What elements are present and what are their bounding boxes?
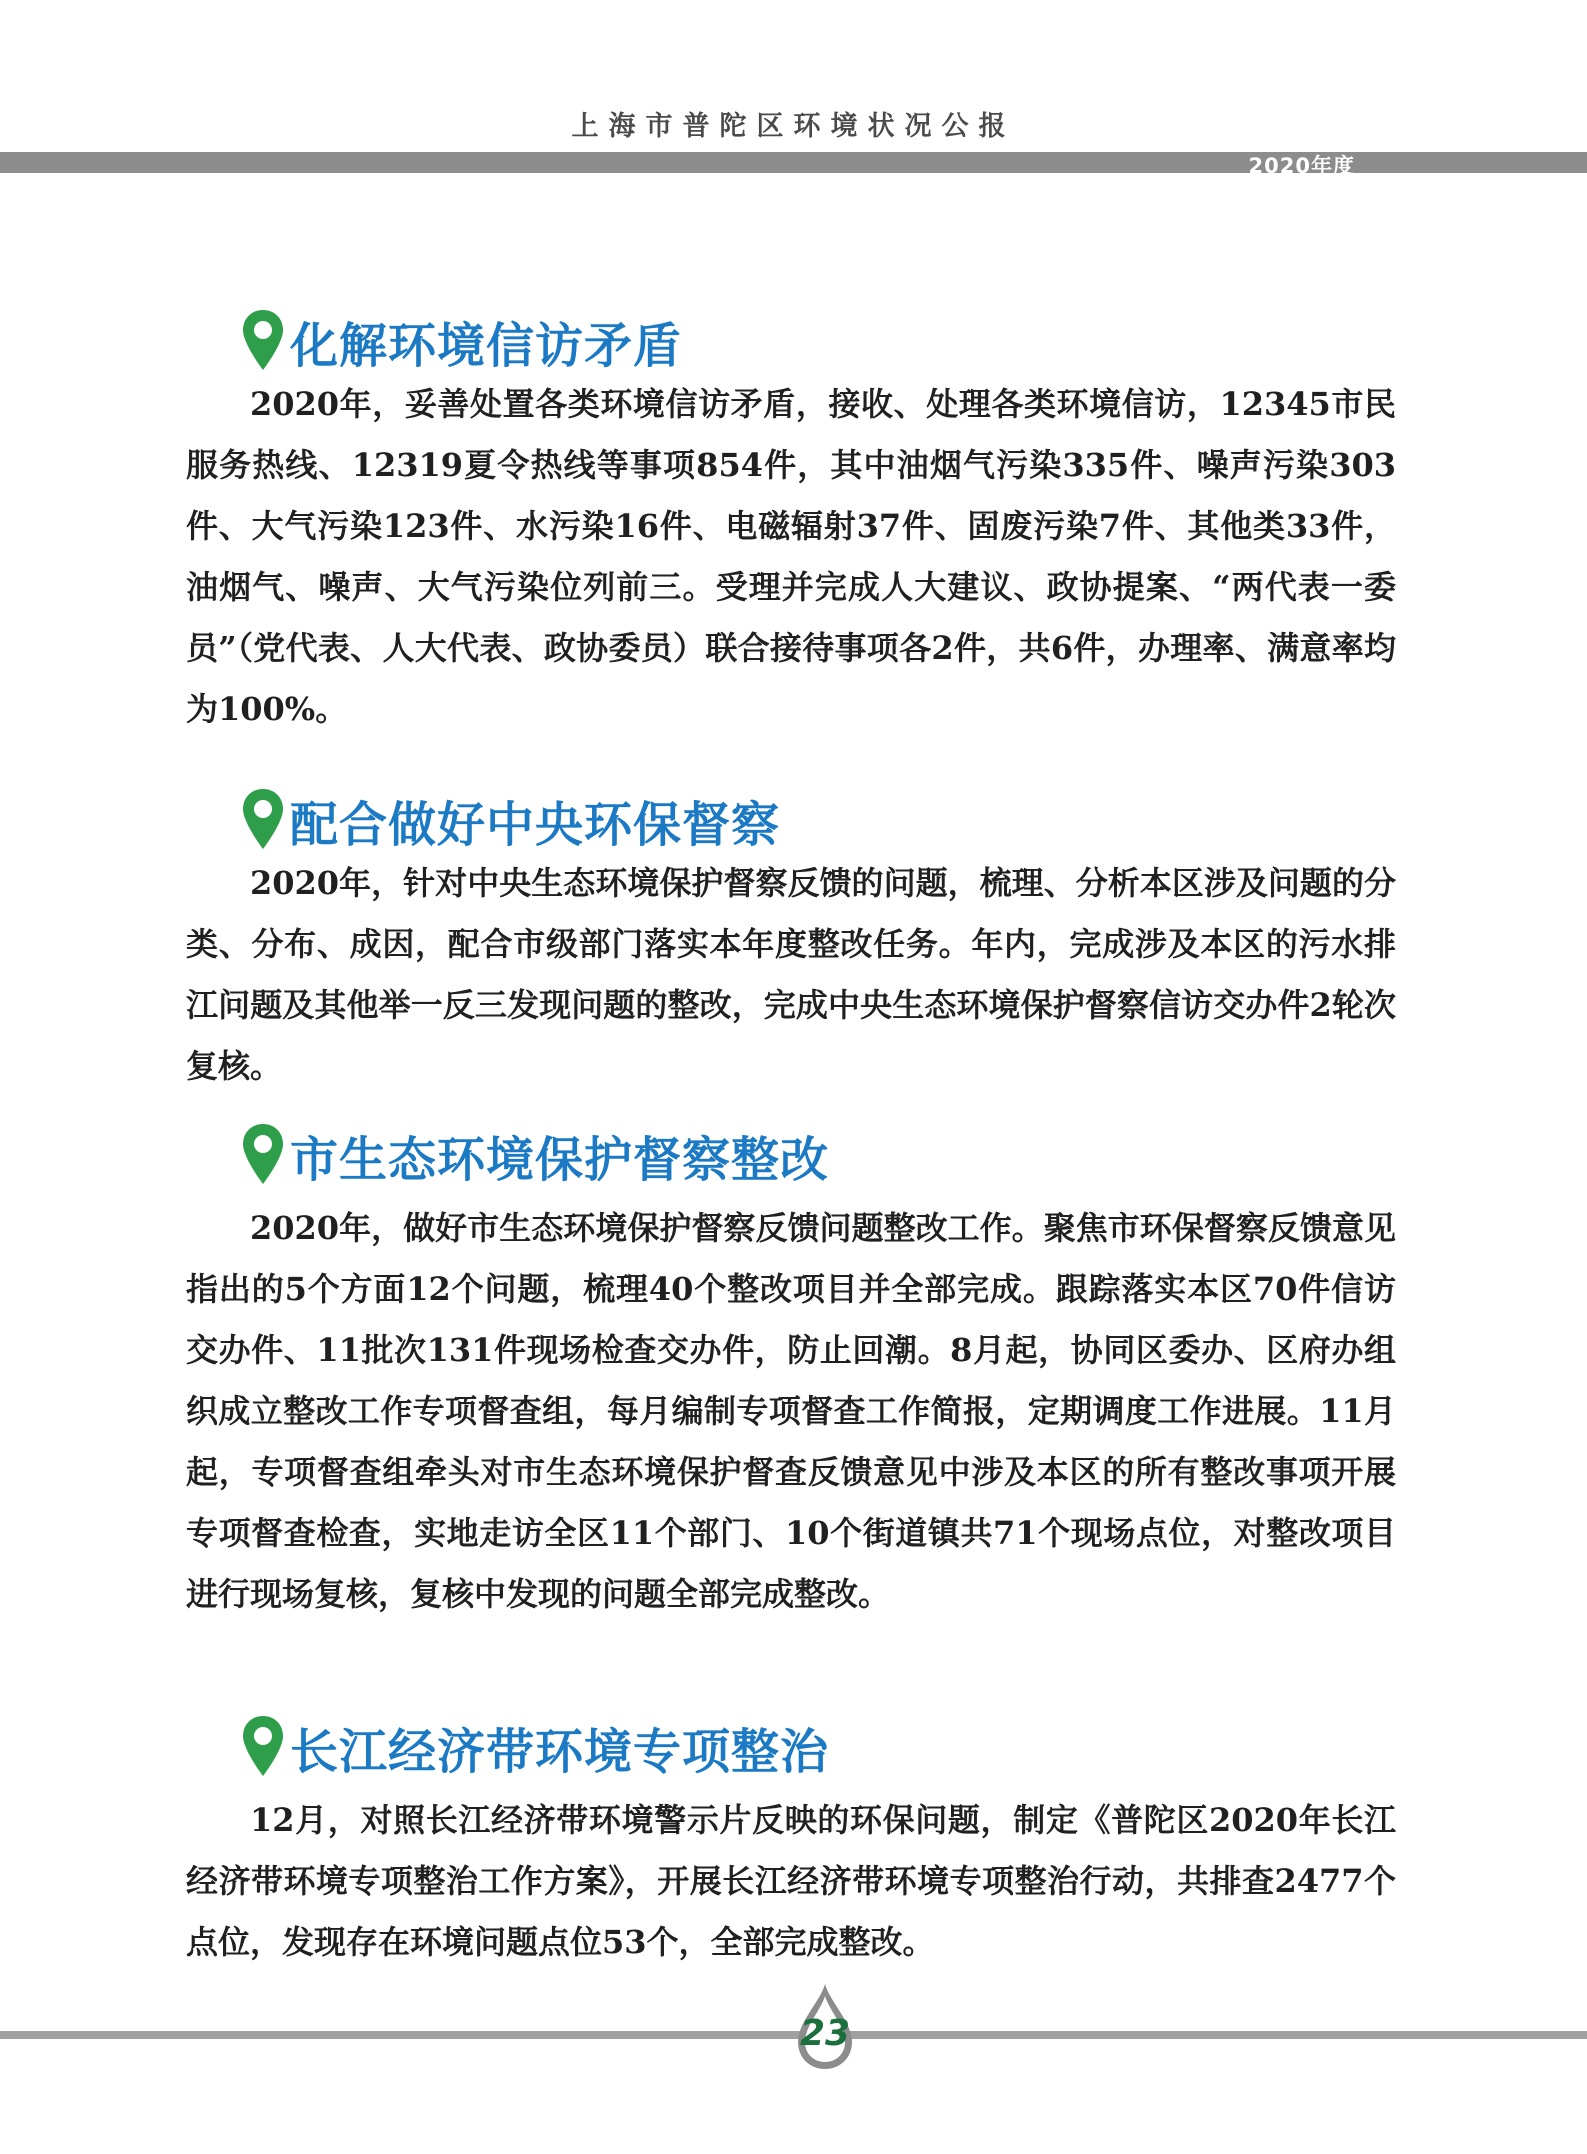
section-body: 2020年，妥善处置各类环境信访矛盾，接收、处理各类环境信访，12345市民服务热线、12319夏令热线等事项854件，其中油烟气污染335件、噪声污染303件、大气污染123件、水污染16件、电磁辐射37件、固废污染7件、其他类33件，油烟气、噪声、大气污染位列前三。受理并完成人大建议、政协提案、“两代表一委员”（党代表、人大代表、政协委员）联合接待事项各2件，共6件，办理率、满意率均为100%。 xyxy=(186,385,1396,728)
section-title: 配合做好中央环保督察 xyxy=(290,796,781,853)
section-heading-yangtze xyxy=(240,1712,829,1782)
section-title: 市生态环境保护督察整改 xyxy=(290,1131,830,1188)
page-number: 23 xyxy=(799,2013,851,2054)
section-body: 2020年，做好市生态环境保护督察反馈问题整改工作。聚焦市环保督察反馈意见指出的5个方面12个问题，梳理40个整改项目并全部完成。跟踪落实本区70件信访交办件、11批次131件现场检查交办件，防止回潮。8月起，协同区委办、区府办组织成立整改工作专项督查组，每月编制专项督查工作简报，定期调度工作进展。11月起，专项督查组牵头对市生态环境保护督查反馈意见中涉及本区的所有整改事项开展专项督查检查，实地走访全区11个部门、10个街道镇共71个现场点位，对整改项目进行现场复核，复核中发现的问题全部完成整改。 xyxy=(186,1209,1396,1613)
map-pin-icon xyxy=(240,1714,286,1780)
section-title: 长江经济带环境专项整治 xyxy=(290,1723,830,1780)
publication-title: 上海市普陀区环境状况公报 xyxy=(571,111,1016,142)
section-heading-petition xyxy=(240,306,682,376)
section-title: 化解环境信访矛盾 xyxy=(290,317,683,374)
section-body: 2020年，针对中央生态环境保护督察反馈的问题，梳理、分析本区涉及问题的分类、分布、成因，配合市级部门落实本年度整改任务。年内，完成涉及本区的污水排江问题及其他举一反三发现问题的整改，完成中央生态环境保护督察信访交办件2轮次复核。 xyxy=(186,864,1396,1085)
map-pin-icon xyxy=(240,1122,286,1188)
map-pin-icon xyxy=(240,787,286,853)
section-body: 12月，对照长江经济带环境警示片反映的环保问题，制定《普陀区2020年长江经济带环境专项整治工作方案》，开展长江经济带环境专项整治行动，共排查2477个点位，发现存在环境问题点位53个，全部完成整改。 xyxy=(186,1801,1396,1961)
section-heading-city-inspection xyxy=(240,1120,829,1190)
map-pin-icon xyxy=(240,308,286,374)
publication-year: 2020年度 xyxy=(1248,154,1355,178)
section-heading-central-inspection xyxy=(240,785,780,855)
